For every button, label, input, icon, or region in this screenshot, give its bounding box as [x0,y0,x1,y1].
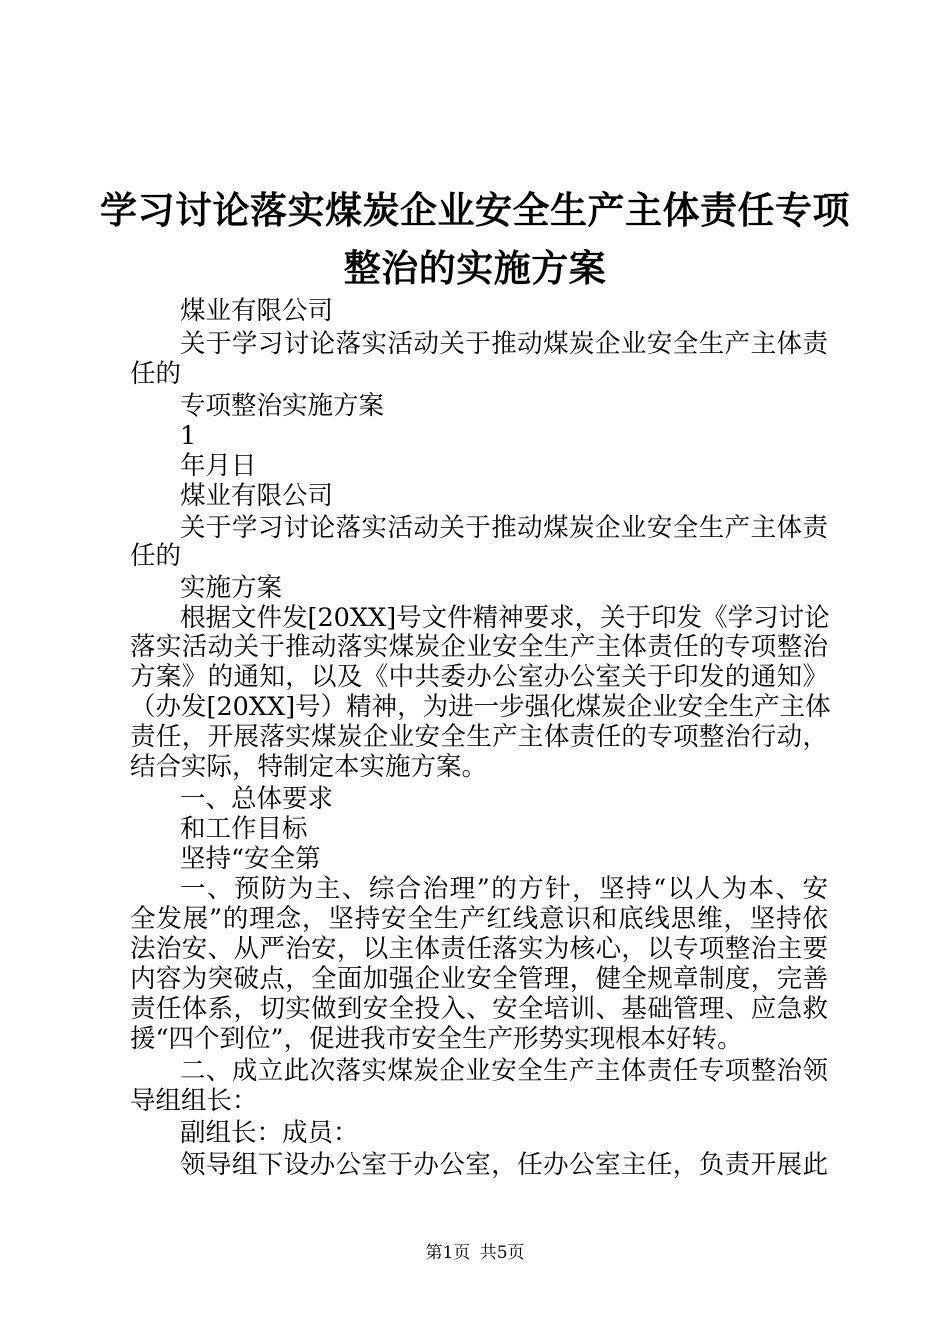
document-title-line-2: 整治的实施方案 [343,246,607,290]
body-line: 实施方案 [180,573,283,603]
body-line: 任的 [130,359,182,389]
body-line: 副组长：成员： [180,1118,359,1148]
body-line: 煤业有限公司 [180,481,334,511]
body-line: 责任，开展落实煤炭企业安全生产主体责任的专项整治行动， [130,722,828,752]
body-line: 专项整治实施方案 [180,391,385,421]
body-line: 一、总体要求 [180,784,334,814]
body-line: 结合实际，特制定本实施方案。 [130,752,488,782]
body-line: （办发[20XX]号）精神，为进一步强化煤炭企业安全生产主体 [130,692,831,722]
body-line: 坚持“安全第 [180,844,321,874]
page-total: 共5页 [479,1243,525,1263]
body-line: 年月日 [180,451,257,481]
body-line: 导组组长： [130,1086,258,1116]
body-line: 1 [180,421,197,451]
body-line: 方案》的通知，以及《中共委办公室办公室关于印发的通知》 [130,662,828,692]
body-line: 根据文件发[20XX]号文件精神要求，关于印发《学习讨论 [180,603,830,633]
body-line: 任的 [130,541,182,571]
page-footer [0,1243,950,1263]
body-line: 关于学习讨论落实活动关于推动煤炭企业安全生产主体责 [180,513,828,543]
body-line: 煤业有限公司 [180,296,334,326]
body-line: 法治安、从严治安，以主体责任落实为核心，以专项整治主要 [130,934,828,964]
body-line: 二、成立此次落实煤炭企业安全生产主体责任专项整治领 [180,1056,828,1086]
body-line: 落实活动关于推动落实煤炭企业安全生产主体责任的专项整治 [130,632,828,662]
body-line: 全发展”的理念，坚持安全生产红线意识和底线思维，坚持依 [130,904,828,934]
body-line: 责任体系，切实做到安全投入、安全培训、基础管理、应急救 [130,994,828,1024]
document-title-line-1: 学习讨论落实煤炭企业安全生产主体责任专项 [100,188,850,232]
body-line: 内容为突破点，全面加强企业安全管理，健全规章制度，完善 [130,964,828,994]
body-line: 领导组下设办公室于办公室，任办公室主任，负责开展此 [180,1150,828,1180]
body-line: 和工作目标 [180,814,308,844]
body-line: 关于学习讨论落实活动关于推动煤炭企业安全生产主体责 [180,329,828,359]
body-line: 援“四个到位”，促进我市安全生产形势实现根本好转。 [130,1024,743,1054]
body-line: 一、预防为主、综合治理”的方针，坚持“以人为本、安 [180,874,828,904]
page-number: 第1页 [425,1243,471,1263]
